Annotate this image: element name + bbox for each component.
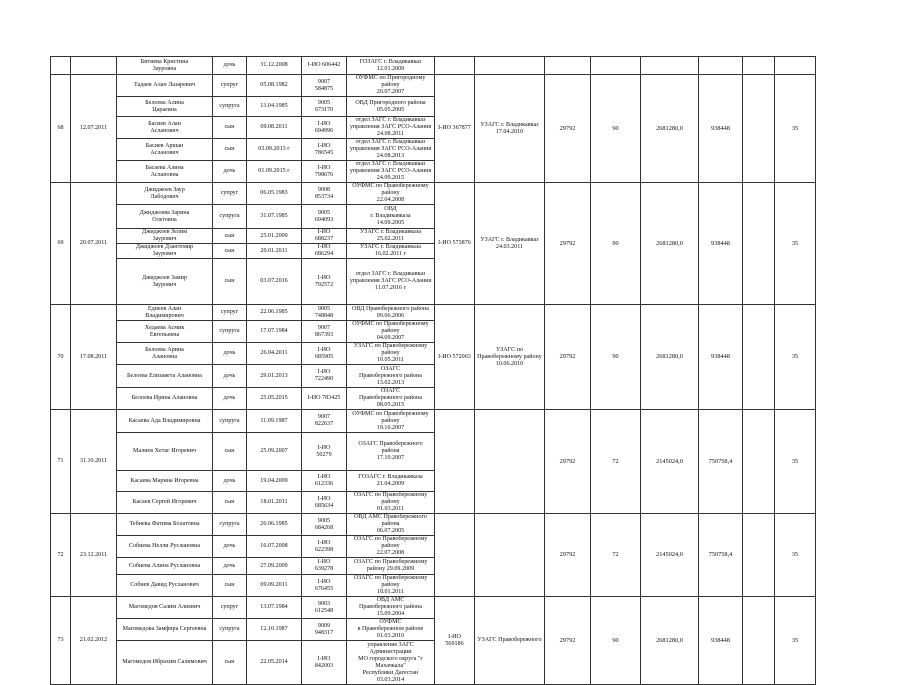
member-name: Малиев Хетаг Игоревич: [117, 433, 213, 471]
member-document: I-ИО 792572: [302, 259, 347, 305]
member-birthdate: 31.12.2008: [247, 57, 302, 75]
record-number: 70: [51, 305, 71, 410]
member-issuer: ОЗАГС по Правобережному району 01.03.2011: [347, 492, 435, 514]
member-birthdate: 16.07.2008: [247, 536, 302, 558]
member-name: Белоева Алина Цараевна: [117, 97, 213, 117]
member-birthdate: 22.05.2014: [247, 641, 302, 685]
secondary-value: [743, 75, 775, 183]
issuing-agency: [475, 514, 545, 597]
member-issuer: управление ЗАГС Администрации МО городского округа "г Махачкала" Республики Дагестан 03.03.2014: [347, 641, 435, 685]
member-document: 9003 612548: [302, 597, 347, 619]
member-birthdate: 31.07.1985: [247, 205, 302, 229]
member-role: супруга: [213, 514, 247, 536]
member-name: Касаева Ада Владимировна: [117, 410, 213, 433]
member-birthdate: 13.04.1985: [247, 97, 302, 117]
member-document: 9005 673170: [302, 97, 347, 117]
member-role: супруга: [213, 205, 247, 229]
member-birthdate: 06.05.1983: [247, 183, 302, 205]
member-name: Тадаев Алан Лазаревич: [117, 75, 213, 97]
member-name: Собиев Давид Русланович: [117, 575, 213, 597]
member-name: Джиджоева Зарина Олеговна: [117, 205, 213, 229]
member-role: дочь: [213, 343, 247, 365]
member-issuer: ОЗАГС Правобережного района 08.05.2015: [347, 388, 435, 410]
member-name: Басиев Аршан Асланович: [117, 139, 213, 161]
member-issuer: ОВД Пригородного района 05.05.2005: [347, 97, 435, 117]
registry-table-viewport: [50, 58, 820, 683]
member-document: 9007 584875: [302, 75, 347, 97]
secondary-value: [743, 57, 775, 75]
member-birthdate: 29.01.2013: [247, 365, 302, 388]
member-document: 9007 822637: [302, 410, 347, 433]
member-issuer: УЗАГС г. Владикавказа 25.02.2011: [347, 229, 435, 244]
member-birthdate: 26.06.1985: [247, 514, 302, 536]
secondary-value: [743, 183, 775, 305]
member-role: сын: [213, 117, 247, 139]
member-document: 9007 867393: [302, 321, 347, 343]
cadastre-value: 29792: [545, 597, 591, 685]
member-issuer: ОУФМС в Правобережном районе 01.03.2010: [347, 619, 435, 641]
cadastre-value: 29792: [545, 305, 591, 410]
member-name: Еднеев Алан Владимирович: [117, 305, 213, 321]
certificate-number: I-ИО 569186: [435, 597, 475, 685]
member-issuer: ОВД АМС Правобережного района 06.07.2005: [347, 514, 435, 536]
member-name: Собиева Нелли Руслановна: [117, 536, 213, 558]
member-birthdate: 27.09.2009: [247, 558, 302, 575]
cadastre-value: 29792: [545, 75, 591, 183]
percent-value: [775, 57, 816, 75]
cadastre-value: [545, 57, 591, 75]
member-document: I-ИО 694996: [302, 117, 347, 139]
secondary-value: [743, 514, 775, 597]
percent-value: 35: [775, 597, 816, 685]
record-date: 12.07.2011: [71, 75, 117, 183]
member-issuer: отдел ЗАГС г. Владикавказ управления ЗАГС РСО-Алания 11.07.2016 г: [347, 259, 435, 305]
record-number: 72: [51, 514, 71, 597]
member-name: Тебиева Фатима Болатовна: [117, 514, 213, 536]
table-row: [51, 57, 816, 75]
issuing-agency: УЗАГС по Правобережному району 10.06.2010: [475, 305, 545, 410]
member-document: I-ИО 842003: [302, 641, 347, 685]
member-role: дочь: [213, 161, 247, 183]
certificate-number: I-ИО 573876: [435, 183, 475, 305]
member-role: дочь: [213, 388, 247, 410]
member-name: Касаева Марина Игоревна: [117, 471, 213, 492]
member-document: 9005 684268: [302, 514, 347, 536]
amount-value: 2681280,0: [641, 597, 699, 685]
member-document: I-ИО 622398: [302, 536, 347, 558]
member-name: Басиев Алан Асланович: [117, 117, 213, 139]
member-name: Хедаева Асмик Евгеньевна: [117, 321, 213, 343]
member-name: Магомедов Ибрахим Салимович: [117, 641, 213, 685]
amount-value: 2681280,0: [641, 183, 699, 305]
record-number: 69: [51, 183, 71, 305]
member-name: Джиджоев Дзантемир Заурович: [117, 244, 213, 259]
subsidy-value: 750758,4: [699, 410, 743, 514]
member-issuer: ОЗАГС Правобережного района 17.10.2007: [347, 433, 435, 471]
percent-value: 35: [775, 183, 816, 305]
table-row: [51, 514, 816, 536]
amount-value: 2145024,0: [641, 410, 699, 514]
member-document: I-ИО 783425: [302, 388, 347, 410]
member-birthdate: 22.06.1985: [247, 305, 302, 321]
member-document: I-ИО 685634: [302, 492, 347, 514]
member-name: Касаев Сергей Игоревич: [117, 492, 213, 514]
member-birthdate: 19.04.2009: [247, 471, 302, 492]
percent-value: 35: [775, 75, 816, 183]
certificate-number: [435, 57, 475, 75]
amount-value: [641, 57, 699, 75]
subsidy-value: [699, 57, 743, 75]
member-document: I-ИО 50279: [302, 433, 347, 471]
member-role: супруга: [213, 619, 247, 641]
member-name: Битиева Кристина Зауровна: [117, 57, 213, 75]
member-document: I-ИО 686294: [302, 244, 347, 259]
member-role: сын: [213, 229, 247, 244]
member-issuer: ОЗАГС по Правобережному району 22.07.2008: [347, 536, 435, 558]
member-name: Джиджоев Заур Лабодович: [117, 183, 213, 205]
member-issuer: ОВД АМС Правобережного района 15.09.2004: [347, 597, 435, 619]
member-birthdate: 03.09.2013 г: [247, 139, 302, 161]
member-birthdate: 05.08.1982: [247, 75, 302, 97]
member-role: супруга: [213, 410, 247, 433]
member-name: Джиджоев Зелим Заурович: [117, 229, 213, 244]
member-document: 9005 694093: [302, 205, 347, 229]
member-role: сын: [213, 139, 247, 161]
member-issuer: ОУФМС по Правобережному району 22.04.2008: [347, 183, 435, 205]
member-role: сын: [213, 244, 247, 259]
member-birthdate: 11.09.1987: [247, 410, 302, 433]
record-date: 21.02.2012: [71, 597, 117, 685]
issuing-agency: УЗАГС г. Владикавказ 24.03.2011: [475, 183, 545, 305]
table-row: [51, 410, 816, 433]
record-date: 23.12.2011: [71, 514, 117, 597]
amount-value: 2681280,0: [641, 75, 699, 183]
member-role: супруг: [213, 597, 247, 619]
certificate-number: [435, 514, 475, 597]
member-issuer: ГОЗАГС г. Владикавказ 12.01.2009: [347, 57, 435, 75]
member-role: сын: [213, 575, 247, 597]
member-role: супруг: [213, 305, 247, 321]
subsidy-value: 938448: [699, 305, 743, 410]
member-birthdate: 09.08.2011: [247, 117, 302, 139]
member-document: I-ИО 685905: [302, 343, 347, 365]
member-document: I-ИО 639278: [302, 558, 347, 575]
member-birthdate: 17.07.1984: [247, 321, 302, 343]
table-row: [51, 75, 816, 97]
table-row: [51, 305, 816, 321]
member-role: супруг: [213, 75, 247, 97]
member-birthdate: 20.01.2011: [247, 244, 302, 259]
issuing-agency: [475, 57, 545, 75]
member-birthdate: 25.09.2007: [247, 433, 302, 471]
record-date: 17.08.2011: [71, 305, 117, 410]
member-role: сын: [213, 259, 247, 305]
member-issuer: УЗАГС по Правобережному району 10.05.2011: [347, 343, 435, 365]
secondary-value: [743, 305, 775, 410]
cadastre-value: 29792: [545, 183, 591, 305]
area-value: 72: [591, 514, 641, 597]
member-name: Белоева Арина Алановна: [117, 343, 213, 365]
table-row: [51, 183, 816, 205]
member-issuer: ОВД г. Владикавказа 14.09.2005: [347, 205, 435, 229]
member-role: сын: [213, 492, 247, 514]
certificate-number: I-ИО 367877: [435, 75, 475, 183]
subsidy-value: 938448: [699, 183, 743, 305]
percent-value: 35: [775, 410, 816, 514]
member-document: I-ИО 722490: [302, 365, 347, 388]
record-number: 73: [51, 597, 71, 685]
member-name: Белоева Елизавета Алановна: [117, 365, 213, 388]
certificate-number: [435, 410, 475, 514]
subsidy-value: 938448: [699, 75, 743, 183]
member-document: 9009 948317: [302, 619, 347, 641]
member-name: Белоева Ирина Алановна: [117, 388, 213, 410]
member-birthdate: 25.05.2015: [247, 388, 302, 410]
family-registry-table: [50, 56, 816, 685]
member-name: Магомедов Салим Алиевич: [117, 597, 213, 619]
member-role: дочь: [213, 365, 247, 388]
member-birthdate: 26.04.2011: [247, 343, 302, 365]
member-role: дочь: [213, 471, 247, 492]
member-issuer: отдел ЗАГС г. Владикавказ управления ЗАГС РСО-Алания 24.08.2011: [347, 117, 435, 139]
secondary-value: [743, 597, 775, 685]
record-date: 20.07.2011: [71, 183, 117, 305]
area-value: [591, 57, 641, 75]
member-document: I-ИО 676455: [302, 575, 347, 597]
member-issuer: отдел ЗАГС г. Владикавказ управления ЗАГС РСО-Алания 24.09.2015: [347, 161, 435, 183]
member-name: Магомедова Замфира Сергеевна: [117, 619, 213, 641]
member-birthdate: 01.09.2015 г: [247, 161, 302, 183]
issuing-agency: УЗАГС Правобережного: [475, 597, 545, 685]
area-value: 90: [591, 75, 641, 183]
cadastre-value: 29792: [545, 514, 591, 597]
member-document: I-ИО 612336: [302, 471, 347, 492]
record-date: 31.10.2011: [71, 410, 117, 514]
member-document: 9005 748848: [302, 305, 347, 321]
member-birthdate: 03.07.2016: [247, 259, 302, 305]
member-role: супруг: [213, 183, 247, 205]
member-role: дочь: [213, 536, 247, 558]
member-document: 9008 853734: [302, 183, 347, 205]
member-document: I-ИО 606442: [302, 57, 347, 75]
table-row: [51, 597, 816, 619]
member-issuer: ОУФМС по Пригородному району 20.07.2007: [347, 75, 435, 97]
member-birthdate: 18.01.2011: [247, 492, 302, 514]
member-issuer: ОУФМС по Правобережному району 04.09.2007: [347, 321, 435, 343]
member-birthdate: 13.07.1984: [247, 597, 302, 619]
member-issuer: ОВД Правобережного района 09.06.2006: [347, 305, 435, 321]
record-number: 71: [51, 410, 71, 514]
percent-value: 35: [775, 514, 816, 597]
certificate-number: I-ИО 572063: [435, 305, 475, 410]
member-role: супруга: [213, 321, 247, 343]
member-document: I-ИО 688237: [302, 229, 347, 244]
member-issuer: ГОЗАГС г. Владикавказа 21.04.2009: [347, 471, 435, 492]
subsidy-value: 750758,4: [699, 514, 743, 597]
member-role: сын: [213, 641, 247, 685]
member-role: сын: [213, 433, 247, 471]
member-issuer: отдел ЗАГС г. Владикавказ управления ЗАГС РСО-Алания 24.08.2013: [347, 139, 435, 161]
amount-value: 2681280,0: [641, 305, 699, 410]
area-value: 90: [591, 597, 641, 685]
member-role: дочь: [213, 558, 247, 575]
area-value: 90: [591, 183, 641, 305]
amount-value: 2145024,0: [641, 514, 699, 597]
secondary-value: [743, 410, 775, 514]
record-date: [71, 57, 117, 75]
member-role: дочь: [213, 57, 247, 75]
issuing-agency: [475, 410, 545, 514]
member-document: I-ИО 786545: [302, 139, 347, 161]
member-birthdate: 12.10.1987: [247, 619, 302, 641]
registry-table-body: [51, 57, 816, 685]
member-issuer: ОЗАГС по Правобережному району 18.01.2011: [347, 575, 435, 597]
subsidy-value: 938448: [699, 597, 743, 685]
member-issuer: ОУФМС по Правобережному району 19.10.2007: [347, 410, 435, 433]
member-role: супруга: [213, 97, 247, 117]
cadastre-value: 29792: [545, 410, 591, 514]
area-value: 72: [591, 410, 641, 514]
member-birthdate: 25.01.2009: [247, 229, 302, 244]
member-name: Джиджоев Замир Заурович: [117, 259, 213, 305]
percent-value: 35: [775, 305, 816, 410]
member-birthdate: 09.09.2011: [247, 575, 302, 597]
member-name: Басаева Алина Аслановна: [117, 161, 213, 183]
member-name: Собиева Алина Руслановна: [117, 558, 213, 575]
record-number: 68: [51, 75, 71, 183]
member-issuer: ОЗАГС по Правобережному району 29.09.2009: [347, 558, 435, 575]
member-document: I-ИО 798676: [302, 161, 347, 183]
issuing-agency: УЗАГС г. Владикавказ 17.04.2010: [475, 75, 545, 183]
area-value: 90: [591, 305, 641, 410]
member-issuer: УЗАГС г. Владикавказа 16.02.2011 г: [347, 244, 435, 259]
member-issuer: ОЗАГС Правобережного района 13.02.2013: [347, 365, 435, 388]
record-number: [51, 57, 71, 75]
